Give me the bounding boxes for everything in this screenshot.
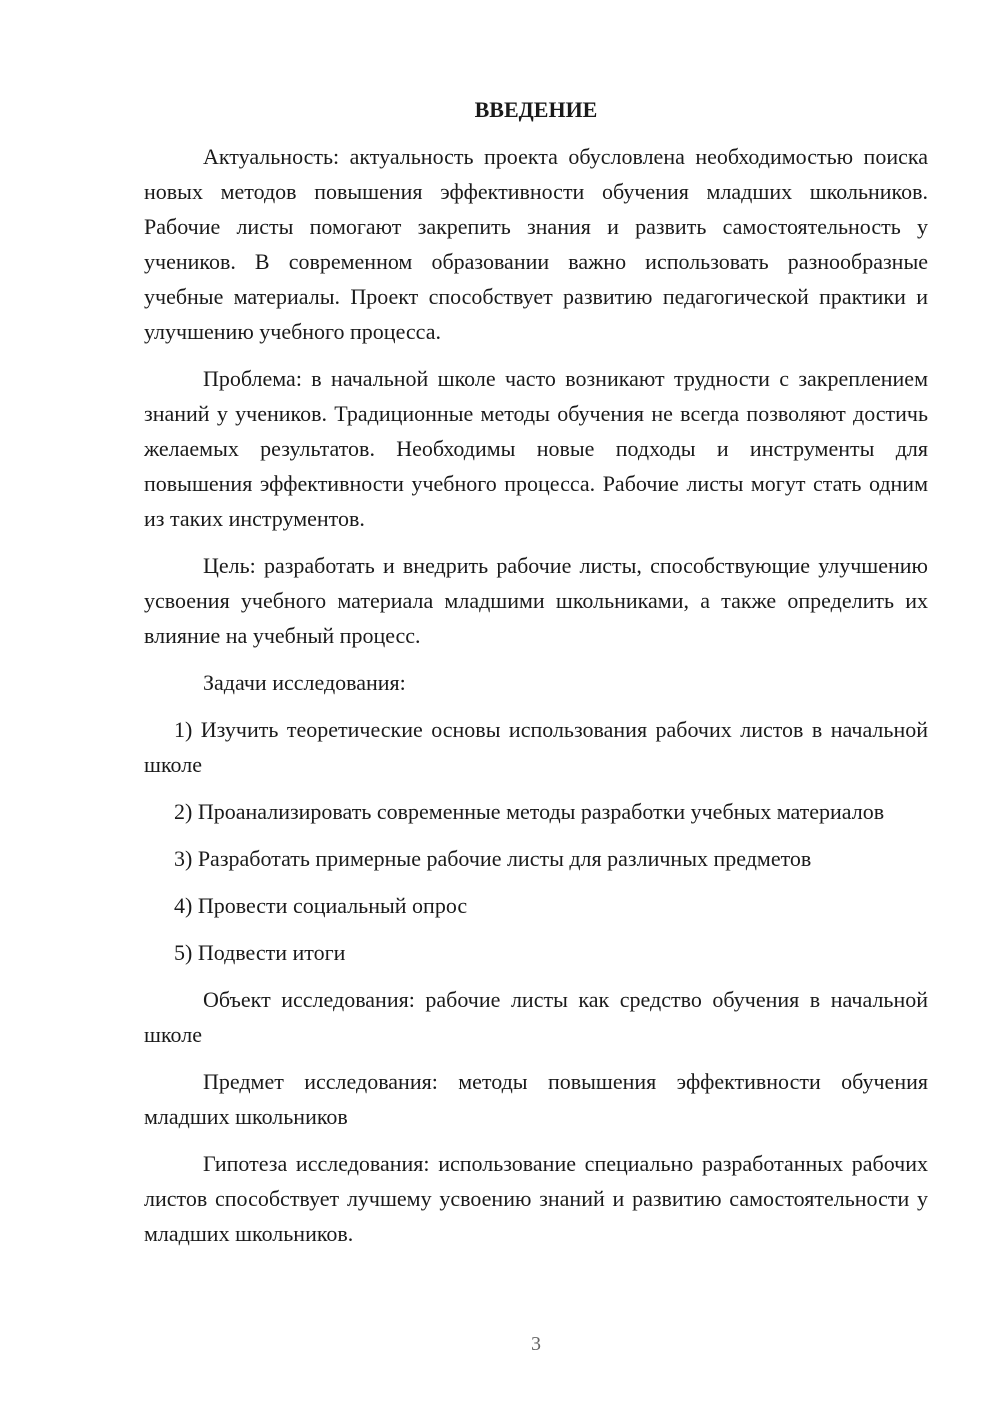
page-number: 3 [531, 1333, 541, 1355]
goal-paragraph: Цель: разработать и внедрить рабочие листы, способствующие улучшению усвоения учебного материала младшими школьниками, а также определить их влияние на учебный процесс. [144, 553, 928, 648]
subject-paragraph: Предмет исследования: методы повышения эффективности обучения младших школьников [144, 1069, 928, 1129]
page-title: ВВЕДЕНИЕ [474, 97, 598, 122]
task-item-5: 5) Подвести итоги [174, 940, 346, 965]
problem-paragraph: Проблема: в начальной школе часто возникают трудности с закреплением знаний у учеников. Традиционные методы обучения не всегда позволяют достичь желаемых результатов. Необходимы новые подходы и инструменты для повышения эффективности учебного процесса. Рабочие листы могут стать одним из таких инструментов. [144, 366, 928, 531]
task-item-3: 3) Разработать примерные рабочие листы для различных предметов [174, 846, 812, 871]
object-paragraph: Объект исследования: рабочие листы как средство обучения в начальной школе [144, 987, 928, 1047]
task-item-1: 1) Изучить теоретические основы использования рабочих листов в начальной школе [144, 717, 928, 777]
task-item-4: 4) Провести социальный опрос [174, 893, 468, 918]
document-body [144, 92, 928, 1263]
task-item-2: 2) Проанализировать современные методы разработки учебных материалов [174, 799, 885, 824]
relevance-paragraph: Актуальность: актуальность проекта обусловлена необходимостью поиска новых методов повышения эффективности обучения младших школьников. Рабочие листы помогают закрепить знания и развить самостоятельность у учеников. В современном образовании важно использовать разнообразные учебные материалы. Проект способствует развитию педагогической практики и улучшению учебного процесса. [144, 144, 928, 344]
hypothesis-paragraph: Гипотеза исследования: использование специально разработанных рабочих листов способствует лучшему усвоению знаний и развитию самостоятельности у младших школьников. [144, 1151, 928, 1246]
tasks-heading: Задачи исследования: [203, 670, 406, 695]
